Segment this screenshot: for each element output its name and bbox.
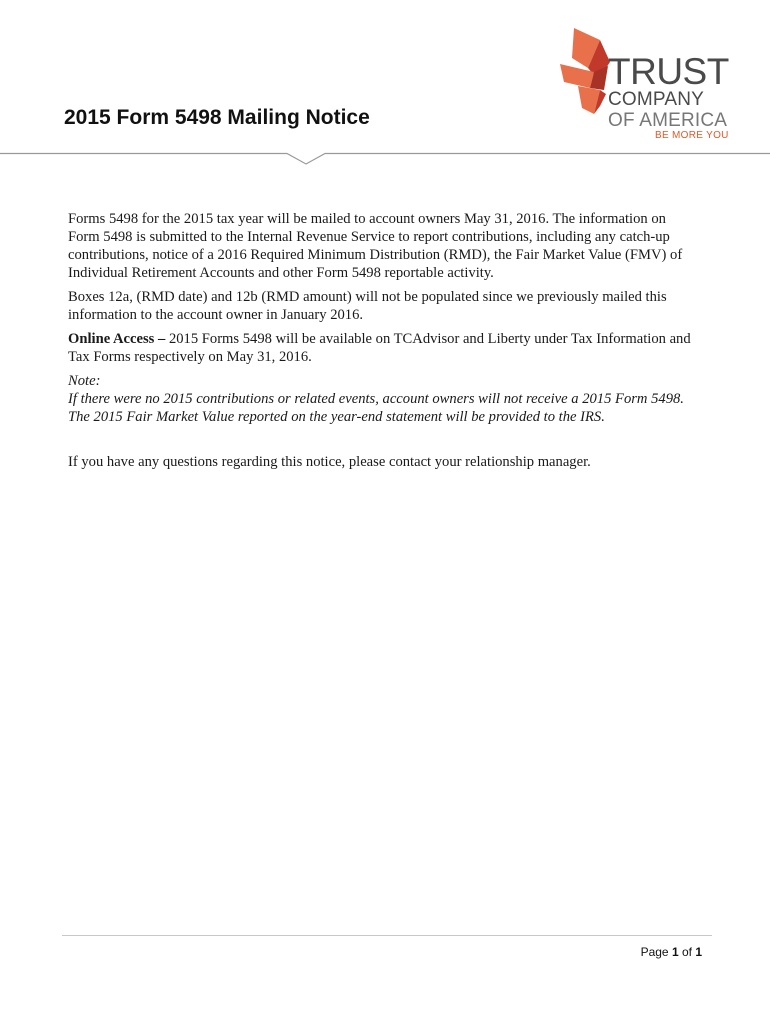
paragraph-contact: If you have any questions regarding this notice, please contact your relationship manager.	[68, 454, 591, 470]
page-of: of	[678, 945, 696, 959]
note-label: Note:	[68, 373, 101, 389]
logo-tagline: BE MORE YOU	[655, 130, 729, 141]
footer-divider	[62, 935, 712, 936]
paragraph-forms-mailing: Forms 5498 for the 2015 tax year will be mailed to account owners May 31, 2016. The information on Form 5498 is submitted to the Internal Revenue Service to report contributions, including any catch-up contributions, notice of a 2016 Required Minimum Distribution (RMD), the Fair Market Value (FMV) of Individual Retirement Accounts and other Form 5498 reportable activity.	[68, 211, 683, 281]
paragraph-rmd-boxes: Boxes 12a, (RMD date) and 12b (RMD amount) will not be populated since we previously mailed this information to the account owner in January 2016.	[68, 289, 667, 323]
online-access-label: Online Access –	[68, 331, 166, 347]
page-total: 1	[695, 945, 702, 959]
note-text: If there were no 2015 contributions or related events, account owners will not receive a 2015 Form 5498. The 2015 Fair Market Value reported on the year-end statement will be provided to the IRS.	[68, 391, 684, 425]
header-divider	[0, 152, 770, 172]
notice-body	[68, 210, 693, 477]
logo-text-of-america: OF AMERICA	[608, 110, 728, 131]
paragraph-online-access	[68, 330, 693, 366]
page-number	[641, 944, 702, 960]
online-access-text: 2015 Forms 5498 will be available on TCAdvisor and Liberty under Tax Information and Tax Forms respectively on May 31, 2016.	[68, 331, 691, 365]
page-title: 2015 Form 5498 Mailing Notice	[64, 106, 370, 129]
page-current: 1	[671, 945, 679, 959]
logo-text-company: COMPANY	[608, 89, 705, 110]
logo-text-trust: TRUST	[608, 51, 729, 92]
page-word: Page	[640, 945, 672, 959]
